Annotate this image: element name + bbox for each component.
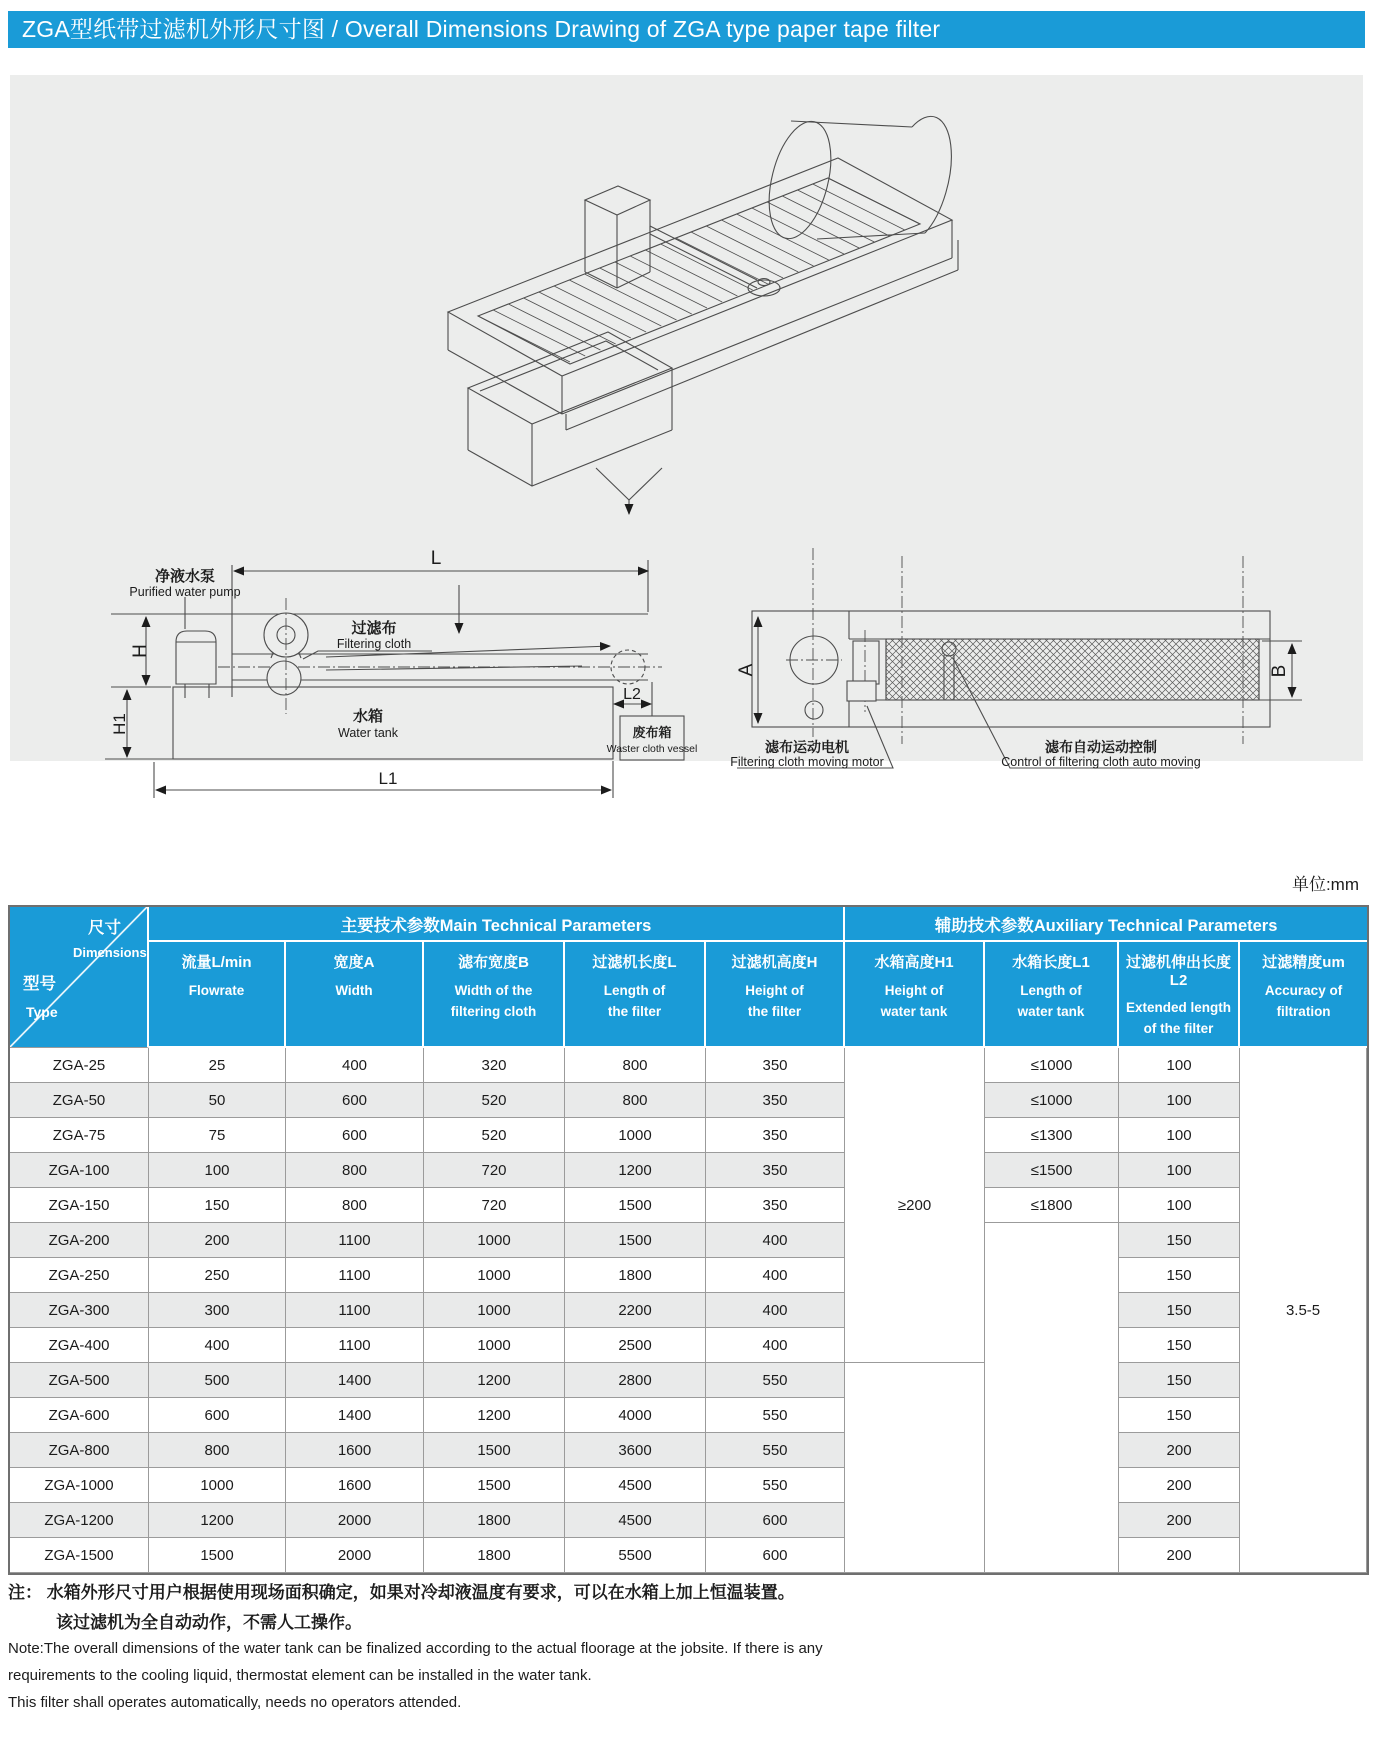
cell-l1: ≤1000 [985, 1083, 1119, 1118]
cell-type: ZGA-800 [10, 1433, 149, 1468]
belt-area [478, 178, 920, 364]
table-row [10, 1398, 1367, 1433]
cell-type: ZGA-1200 [10, 1503, 149, 1538]
cell-a: 1100 [286, 1293, 424, 1328]
cell-a: 800 [286, 1153, 424, 1188]
cell-l: 2800 [565, 1363, 706, 1398]
cell-b: 1000 [424, 1328, 565, 1363]
cell-h: 550 [706, 1363, 845, 1398]
isometric-view [448, 115, 958, 514]
motor-box [585, 186, 650, 288]
waste-label-cn: 废布箱 [632, 725, 672, 740]
waste-tray [468, 332, 672, 486]
cell-l: 3600 [565, 1433, 706, 1468]
dimensions-drawing [10, 75, 1363, 788]
cell-h: 600 [706, 1503, 845, 1538]
cell-l2: 200 [1119, 1433, 1240, 1468]
motor-label-en: Filtering cloth moving motor [730, 755, 884, 769]
cell-h: 600 [706, 1538, 845, 1573]
cell-h: 550 [706, 1433, 845, 1468]
cell-flow: 250 [149, 1258, 286, 1293]
column-header-cn: 过滤机高度H [731, 954, 818, 971]
note-cn-2: 该过滤机为全自动动作，不需人工操作。 [56, 1613, 362, 1632]
column-header [845, 942, 985, 1048]
cell-h: 550 [706, 1468, 845, 1503]
cell-a: 600 [286, 1083, 424, 1118]
cell-l2: 100 [1119, 1048, 1240, 1083]
cloth-label-cn: 过滤布 [351, 620, 397, 637]
table-row [10, 1048, 1367, 1083]
column-header [565, 942, 706, 1048]
cell-l: 1500 [565, 1188, 706, 1223]
cell-flow: 150 [149, 1188, 286, 1223]
dim-L: L [430, 548, 442, 569]
belt-slats [478, 178, 920, 362]
column-header-cn: 水箱长度L1 [1012, 954, 1090, 971]
cell-a: 2000 [286, 1538, 424, 1573]
waste-label-en: Waster cloth vessel [606, 743, 698, 755]
top-view [737, 548, 1302, 768]
cell-l: 1800 [565, 1258, 706, 1293]
dim-H1: H1 [110, 713, 129, 735]
cell-h: 400 [706, 1223, 845, 1258]
cell-b: 1200 [424, 1363, 565, 1398]
lower-roller [267, 661, 301, 695]
table-row [10, 1083, 1367, 1118]
column-header-en: Extended length of the filter [1126, 1000, 1232, 1036]
unit-label: 单位:mm [1291, 875, 1359, 894]
column-header-cn: 宽度A [333, 954, 375, 971]
table-row [10, 1223, 1367, 1258]
cell-l: 2500 [565, 1328, 706, 1363]
motor-label-cn: 滤布运动电机 [765, 739, 849, 755]
column-header-cn: 水箱高度H1 [874, 954, 954, 971]
cell-flow: 25 [149, 1048, 286, 1083]
drawing-panel [10, 75, 1363, 788]
cell-flow: 1500 [149, 1538, 286, 1573]
cell-flow: 400 [149, 1328, 286, 1363]
table-corner [10, 907, 149, 1048]
cell-flow: 75 [149, 1118, 286, 1153]
cell-l2: 150 [1119, 1363, 1240, 1398]
cell-b: 1000 [424, 1258, 565, 1293]
cell-accuracy-merged: 3.5-5 [1240, 1048, 1367, 1573]
discharge-chute [596, 468, 662, 514]
table-row [10, 1538, 1367, 1573]
cell-b: 1200 [424, 1398, 565, 1433]
dim-H: H [130, 644, 151, 658]
cell-l2: 100 [1119, 1083, 1240, 1118]
cloth-motor [853, 641, 879, 684]
cell-l: 1000 [565, 1118, 706, 1153]
column-header-en: Length of the filter [603, 983, 666, 1019]
cell-flow: 100 [149, 1153, 286, 1188]
column-header-cn: 滤布宽度B [458, 954, 529, 971]
dim-B: B [1269, 664, 1290, 678]
column-header [424, 942, 565, 1048]
pump-label-en: Purified water pump [129, 585, 241, 599]
bed-outline [448, 158, 952, 376]
cell-a: 1100 [286, 1223, 424, 1258]
cell-type: ZGA-250 [10, 1258, 149, 1293]
cell-a: 600 [286, 1118, 424, 1153]
dim-A: A [736, 663, 757, 677]
cell-l: 4500 [565, 1503, 706, 1538]
cell-h: 350 [706, 1153, 845, 1188]
cell-l: 1200 [565, 1153, 706, 1188]
note-en-3: This filter shall operates automatically, needs no operators attended. [8, 1694, 462, 1711]
note-cn-1: 注： 水箱外形尺寸用户根据使用现场面积确定，如果对冷却液温度有要求，可以在水箱上加上恒温装置。 [8, 1583, 795, 1602]
column-header-cn: 过滤精度um [1262, 954, 1345, 971]
cell-l2: 200 [1119, 1503, 1240, 1538]
table-row [10, 1153, 1367, 1188]
note-en-1: Note:The overall dimensions of the water tank can be finalized according to the actual floorage at the jobsite. If there is any [8, 1640, 823, 1657]
cell-h: 350 [706, 1083, 845, 1118]
cell-b: 1500 [424, 1468, 565, 1503]
table-row [10, 1433, 1367, 1468]
cell-l1: ≤1000 [985, 1048, 1119, 1083]
page-title: ZGA型纸带过滤机外形尺寸图 / Overall Dimensions Drawing of ZGA type paper tape filter [22, 16, 941, 42]
tank-label-cn: 水箱 [352, 708, 384, 725]
group-header-aux: 辅助技术参数Auxiliary Technical Parameters [845, 907, 1367, 942]
cell-l1: ≤1500 [985, 1153, 1119, 1188]
cell-l: 5500 [565, 1538, 706, 1573]
column-header-en: Accuracy of filtration [1264, 983, 1343, 1019]
cell-flow: 1000 [149, 1468, 286, 1503]
cell-a: 800 [286, 1188, 424, 1223]
pump-label-cn: 净液水泵 [154, 568, 216, 585]
cell-b: 1500 [424, 1433, 565, 1468]
cell-l: 800 [565, 1048, 706, 1083]
cross-arm [650, 226, 780, 296]
cell-l: 2200 [565, 1293, 706, 1328]
cell-a: 400 [286, 1048, 424, 1083]
cell-b: 1800 [424, 1538, 565, 1573]
cell-h: 550 [706, 1398, 845, 1433]
cell-h: 400 [706, 1328, 845, 1363]
cell-l2: 150 [1119, 1398, 1240, 1433]
cell-type: ZGA-1000 [10, 1468, 149, 1503]
column-header-cn: 过滤机长度L [592, 954, 677, 971]
cell-flow: 200 [149, 1223, 286, 1258]
cell-l1-merged-empty [985, 1223, 1119, 1573]
cell-l1: ≤1300 [985, 1118, 1119, 1153]
note-en-2: requirements to the cooling liquid, thermostat element can be installed in the water tank. [8, 1667, 592, 1684]
table-row [10, 1188, 1367, 1223]
cloth-label-en: Filtering cloth [336, 637, 412, 651]
group-header-main: 主要技术参数Main Technical Parameters [149, 907, 845, 942]
cell-flow: 300 [149, 1293, 286, 1328]
corner-type-cn: 型号 [23, 975, 56, 993]
water-tank [173, 687, 613, 759]
corner-dim-en: Dimensions [73, 945, 147, 960]
cell-l: 4000 [565, 1398, 706, 1433]
cell-type: ZGA-75 [10, 1118, 149, 1153]
spec-table-wrap [8, 905, 1369, 1575]
control-label-cn: 滤布自动运动控制 [1045, 739, 1157, 755]
column-header [149, 942, 286, 1048]
cell-flow: 600 [149, 1398, 286, 1433]
pump [176, 597, 216, 698]
column-header [286, 942, 424, 1048]
cell-b: 720 [424, 1153, 565, 1188]
column-header [1240, 942, 1367, 1048]
cell-h1-merged: ≥200 [845, 1048, 985, 1363]
cell-type: ZGA-100 [10, 1153, 149, 1188]
cell-type: ZGA-200 [10, 1223, 149, 1258]
cell-type: ZGA-150 [10, 1188, 149, 1223]
cell-l2: 200 [1119, 1468, 1240, 1503]
cell-b: 1000 [424, 1223, 565, 1258]
table-row [10, 1258, 1367, 1293]
tank-label-en: Water tank [338, 726, 398, 740]
cell-l2: 150 [1119, 1293, 1240, 1328]
column-header-en: Height of the filter [745, 983, 804, 1019]
cell-l2: 150 [1119, 1258, 1240, 1293]
cell-a: 1600 [286, 1433, 424, 1468]
cell-type: ZGA-500 [10, 1363, 149, 1398]
cell-h: 400 [706, 1258, 845, 1293]
cell-l2: 100 [1119, 1118, 1240, 1153]
cell-a: 1100 [286, 1258, 424, 1293]
column-header-cn: 过滤机伸出长度L2 [1126, 954, 1232, 989]
cell-b: 320 [424, 1048, 565, 1083]
cell-l2: 200 [1119, 1538, 1240, 1573]
cell-h: 400 [706, 1293, 845, 1328]
cell-l1: ≤1800 [985, 1188, 1119, 1223]
column-header [1119, 942, 1240, 1048]
corner-type-en: Type [26, 1004, 58, 1020]
cell-l: 4500 [565, 1468, 706, 1503]
dim-L1: L1 [378, 769, 398, 788]
cell-a: 2000 [286, 1503, 424, 1538]
cell-h1-merged-empty [845, 1363, 985, 1573]
cell-h: 350 [706, 1188, 845, 1223]
corner-dim-cn: 尺寸 [88, 919, 121, 937]
column-header-en: Height of water tank [880, 983, 948, 1019]
cell-a: 1600 [286, 1468, 424, 1503]
column-header [706, 942, 845, 1048]
column-header-en: Width of the filtering cloth [450, 983, 537, 1019]
cell-type: ZGA-50 [10, 1083, 149, 1118]
cell-type: ZGA-25 [10, 1048, 149, 1083]
cell-type: ZGA-600 [10, 1398, 149, 1433]
cell-l: 1500 [565, 1223, 706, 1258]
cell-h: 350 [706, 1118, 845, 1153]
column-header-en: Flowrate [188, 983, 245, 998]
cell-b: 1000 [424, 1293, 565, 1328]
cell-type: ZGA-400 [10, 1328, 149, 1363]
title-bar [8, 11, 1365, 48]
control-label-en: Control of filtering cloth auto moving [1001, 755, 1201, 769]
cell-h: 350 [706, 1048, 845, 1083]
column-header [985, 942, 1119, 1048]
cell-flow: 50 [149, 1083, 286, 1118]
cell-type: ZGA-1500 [10, 1538, 149, 1573]
cell-flow: 800 [149, 1433, 286, 1468]
cell-a: 1400 [286, 1398, 424, 1433]
cell-a: 1400 [286, 1363, 424, 1398]
cell-l2: 150 [1119, 1223, 1240, 1258]
table-row [10, 1468, 1367, 1503]
cell-l: 800 [565, 1083, 706, 1118]
table-row [10, 1328, 1367, 1363]
table-row [10, 1503, 1367, 1538]
cell-l2: 150 [1119, 1328, 1240, 1363]
cell-b: 520 [424, 1118, 565, 1153]
cell-type: ZGA-300 [10, 1293, 149, 1328]
cell-a: 1100 [286, 1328, 424, 1363]
column-header-en: Length of water tank [1017, 983, 1085, 1019]
cell-l2: 100 [1119, 1188, 1240, 1223]
cell-l2: 100 [1119, 1153, 1240, 1188]
cell-flow: 500 [149, 1363, 286, 1398]
cell-flow: 1200 [149, 1503, 286, 1538]
spec-table [10, 907, 1367, 1573]
cell-b: 520 [424, 1083, 565, 1118]
cell-b: 1800 [424, 1503, 565, 1538]
table-row [10, 1293, 1367, 1328]
table-row [10, 1363, 1367, 1398]
table-row [10, 1118, 1367, 1153]
column-header-cn: 流量L/min [181, 954, 252, 971]
dim-L2: L2 [623, 686, 641, 703]
column-header-en: Width [335, 983, 373, 998]
cell-b: 720 [424, 1188, 565, 1223]
